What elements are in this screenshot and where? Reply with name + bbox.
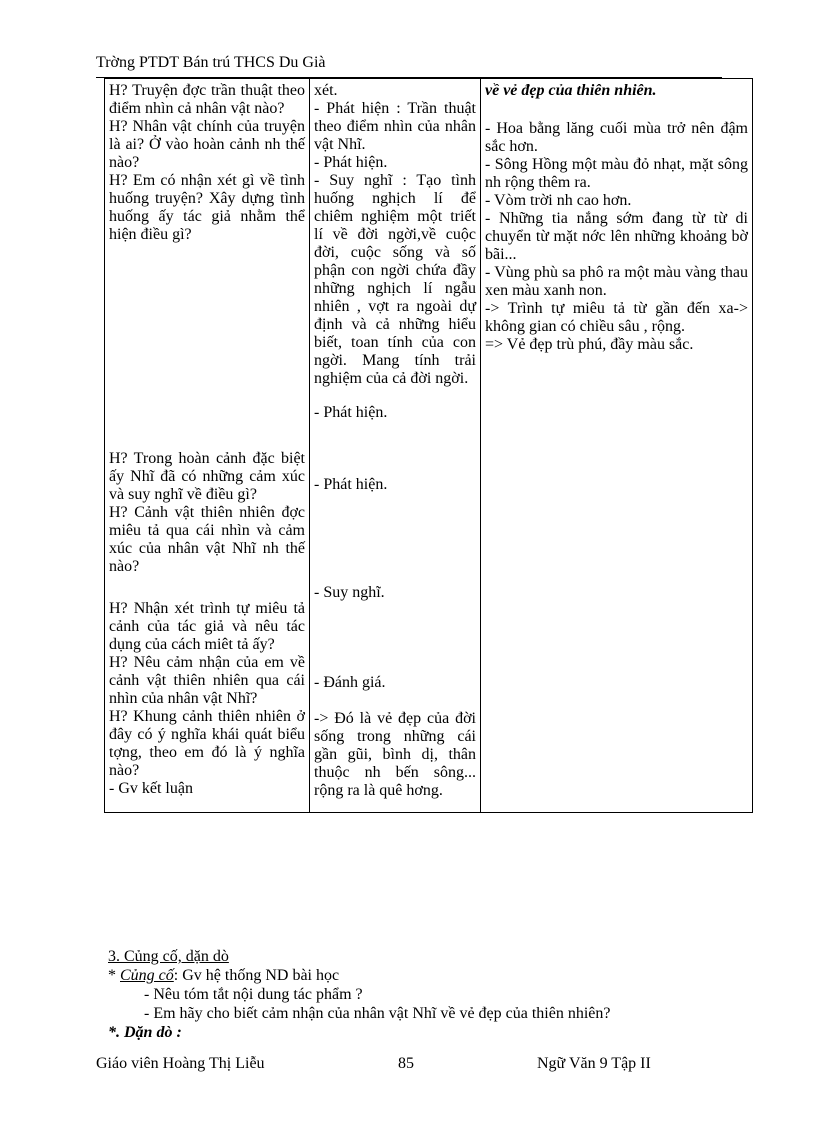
content-item: - Hoa bằng lăng cuối mùa trở nên đậm sắc hơn.: [485, 120, 748, 155]
review-question: - Em hãy cho biết cảm nhận của nhân vật Nhĩ về vẻ đẹp của thiên nhiên?: [144, 1005, 611, 1022]
activity: xét.: [314, 82, 338, 99]
content-item: - Vòm trời nh cao hơn.: [485, 192, 632, 209]
activity: - Phát hiện.: [314, 154, 388, 171]
question: H? Nhân vật chính của truyện là ai? Ở vào hoàn cảnh nh thế nào?: [109, 118, 305, 171]
content-item: - Vùng phù sa phô ra một màu vàng thau xen màu xanh non.: [485, 264, 748, 299]
consolidation-line: * Củng cố: Gv hệ thống ND bài học: [108, 967, 340, 984]
page-header: Trờng PTDT Bán trú THCS Du Già: [96, 54, 326, 71]
activity: - Phát hiện.: [314, 476, 388, 493]
footer-book: Ngữ Văn 9 Tập II: [537, 1055, 651, 1072]
teacher-questions-cell: [105, 79, 310, 813]
consolidation-section: [108, 947, 728, 1042]
question: H? Khung cảnh thiên nhiên ở đây có ý nghĩa khái quát biểu tợng, theo em đó là ý nghĩa nào?: [109, 708, 305, 779]
content-item: -> Trình tự miêu tả từ gần đến xa-> không gian có chiều sâu , rộng.: [485, 300, 748, 335]
section-heading: 3. Củng cố, dặn dò: [108, 948, 229, 965]
activity: - Phát hiện : Trần thuật theo điểm nhìn của nhân vật Nhĩ.: [314, 100, 476, 153]
question: H? Nêu cảm nhận của em về cảnh vật thiên nhiên qua cái nhìn của nhân vật Nhĩ?: [109, 654, 305, 707]
question: H? Em có nhận xét gì về tình huống truyện? Xây dựng tình huống ấy tác giả nhằm thể hiện điều gì?: [109, 172, 305, 243]
content-item: - Sông Hồng một màu đỏ nhạt, mặt sông nh rộng thêm ra.: [485, 156, 748, 191]
homework-heading: *. Dặn dò :: [108, 1024, 182, 1041]
footer-teacher: Giáo viên Hoàng Thị Liễu: [96, 1055, 265, 1072]
question: H? Trong hoàn cảnh đặc biệt ấy Nhĩ đã có những cảm xúc và suy nghĩ về điều gì?: [109, 450, 305, 503]
student-activities-cell: [310, 79, 481, 813]
question: H? Nhận xét trình tự miêu tả cảnh của tác giả và nêu tác dụng của cách miêt tả ấy?: [109, 600, 305, 653]
content-item: - Những tia nắng sớm đang từ từ di chuyển từ mặt nớc lên những khoảng bờ bãi...: [485, 210, 748, 263]
conclusion: - Gv kết luận: [109, 780, 193, 797]
activity: - Suy nghĩ : Tạo tình huống nghịch lí để chiêm nghiệm một triết lí về đời ngời,về cuộc đời, cuộc sống và số phận con ngời chứa đầy những nghịch lí ngẫu nhiên , vợt ra ngoài dự định và cả những hiểu biết, toan tính của con ngời. Mang tính trải nghiệm của cả đời ngời.: [314, 172, 476, 387]
review-question: - Nêu tóm tắt nội dung tác phẩm ?: [144, 986, 363, 1003]
content-item: => Vẻ đẹp trù phú, đầy màu sắc.: [485, 336, 694, 353]
activity: -> Đó là vẻ đẹp của đời sống trong những cái gần gũi, bình dị, thân thuộc nh bến sông... rộng ra là quê hơng.: [314, 710, 476, 799]
activity: - Suy nghĩ.: [314, 584, 385, 601]
lesson-table: [104, 78, 753, 813]
page-number: 85: [398, 1055, 414, 1072]
content-title: về vẻ đẹp của thiên nhiên.: [485, 82, 657, 99]
question: H? Cảnh vật thiên nhiên đợc miêu tả qua cái nhìn và cảm xúc của nhân vật Nhĩ nh thế nào?: [109, 504, 305, 575]
table-row: [105, 79, 753, 813]
activity: - Đánh giá.: [314, 674, 386, 691]
question: H? Truyện đợc trần thuật theo điểm nhìn cả nhân vật nào?: [109, 82, 305, 117]
activity: - Phát hiện.: [314, 404, 388, 421]
content-cell: [481, 79, 753, 813]
